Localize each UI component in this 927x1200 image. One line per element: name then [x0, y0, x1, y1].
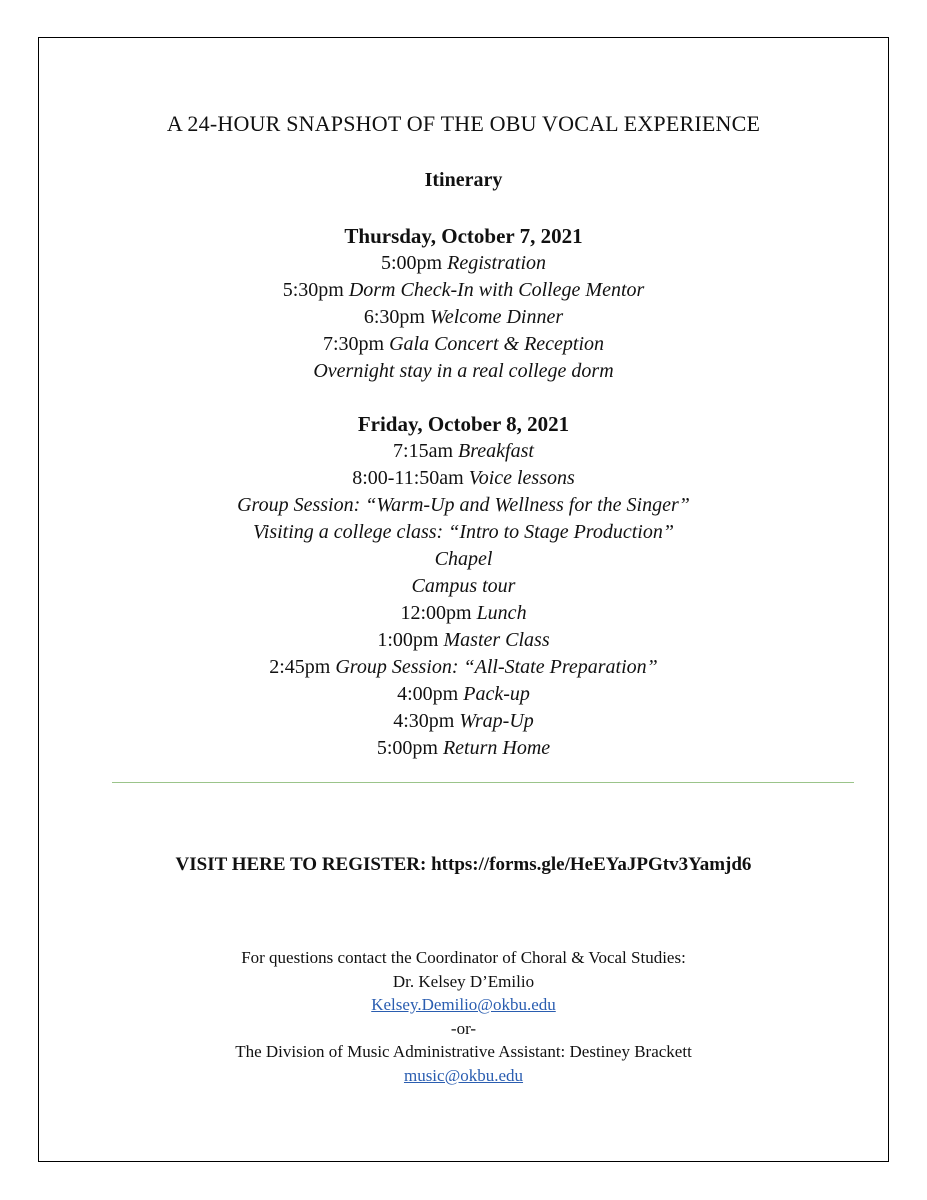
item-activity: Breakfast: [458, 440, 534, 462]
item-time: 6:30pm: [363, 306, 430, 328]
item-activity: Overnight stay in a real college dorm: [313, 360, 614, 382]
item-time: 12:00pm: [400, 602, 477, 624]
itinerary-item: [38, 304, 889, 331]
itinerary-item: [38, 735, 889, 762]
item-activity: Gala Concert & Reception: [389, 333, 605, 355]
item-activity: Return Home: [442, 737, 551, 759]
itinerary-item: [38, 573, 889, 600]
day-friday: [38, 411, 889, 762]
itinerary-heading: Itinerary: [424, 169, 503, 191]
itinerary-item: [38, 465, 889, 492]
item-time: 8:00-11:50am: [352, 467, 469, 489]
email-link-coordinator[interactable]: Kelsey.Demilio@okbu.edu: [371, 995, 556, 1014]
item-time: 1:00pm: [377, 629, 444, 651]
itinerary-item: [38, 250, 889, 277]
item-time: 5:30pm: [282, 279, 349, 301]
itinerary-item: [38, 708, 889, 735]
item-activity: Welcome Dinner: [430, 306, 564, 328]
day-thursday: [38, 223, 889, 385]
itinerary-item: [38, 654, 889, 681]
item-time: 7:15am: [393, 440, 459, 462]
page-title: A 24-HOUR SNAPSHOT OF THE OBU VOCAL EXPERIENCE: [166, 111, 761, 136]
itinerary-item: [38, 277, 889, 304]
contact-assistant: The Division of Music Administrative Assistant: Destiney Brackett: [235, 1042, 692, 1061]
item-activity: Voice lessons: [468, 467, 575, 489]
item-activity: Registration: [447, 252, 546, 274]
itinerary-item: [38, 627, 889, 654]
itinerary-item: [38, 600, 889, 627]
item-time: 4:30pm: [393, 710, 460, 732]
contact-intro: For questions contact the Coordinator of Choral & Vocal Studies:: [241, 948, 686, 967]
item-activity: Master Class: [443, 629, 550, 651]
item-activity: Group Session: “All-State Preparation”: [335, 656, 658, 678]
divider: [112, 782, 854, 783]
day-heading: Thursday, October 7, 2021: [344, 224, 583, 248]
itinerary-item: [38, 438, 889, 465]
item-activity: Group Session: “Warm-Up and Wellness for the Singer”: [237, 494, 690, 516]
item-activity: Pack-up: [463, 683, 530, 705]
item-activity: Wrap-Up: [459, 710, 534, 732]
contact-name: Dr. Kelsey D’Emilio: [392, 971, 535, 991]
item-activity: Campus tour: [411, 575, 516, 597]
itinerary-item: [38, 519, 889, 546]
item-activity: Visiting a college class: “Intro to Stage Production”: [253, 521, 674, 543]
register-link-text: VISIT HERE TO REGISTER: https://forms.gle/HeEYaJPGtv3Yamjd6: [175, 854, 752, 875]
item-activity: Chapel: [434, 548, 493, 570]
day-heading: Friday, October 8, 2021: [357, 412, 570, 436]
item-time: 5:00pm: [380, 252, 448, 274]
email-link-music[interactable]: music@okbu.edu: [403, 1065, 524, 1085]
item-time: 5:00pm: [376, 737, 443, 759]
contact-block: [38, 946, 889, 1087]
item-time: 7:30pm: [322, 333, 390, 355]
item-activity: Dorm Check-In with College Mentor: [348, 279, 645, 301]
itinerary-item: [38, 546, 889, 573]
itinerary-item: [38, 492, 889, 519]
itinerary-item: [38, 358, 889, 385]
item-time: 4:00pm: [397, 683, 464, 705]
itinerary-item: [38, 681, 889, 708]
item-time: 2:45pm: [269, 656, 336, 678]
itinerary-item: [38, 331, 889, 358]
contact-or: -or-: [450, 1018, 477, 1038]
item-activity: Lunch: [476, 602, 527, 624]
